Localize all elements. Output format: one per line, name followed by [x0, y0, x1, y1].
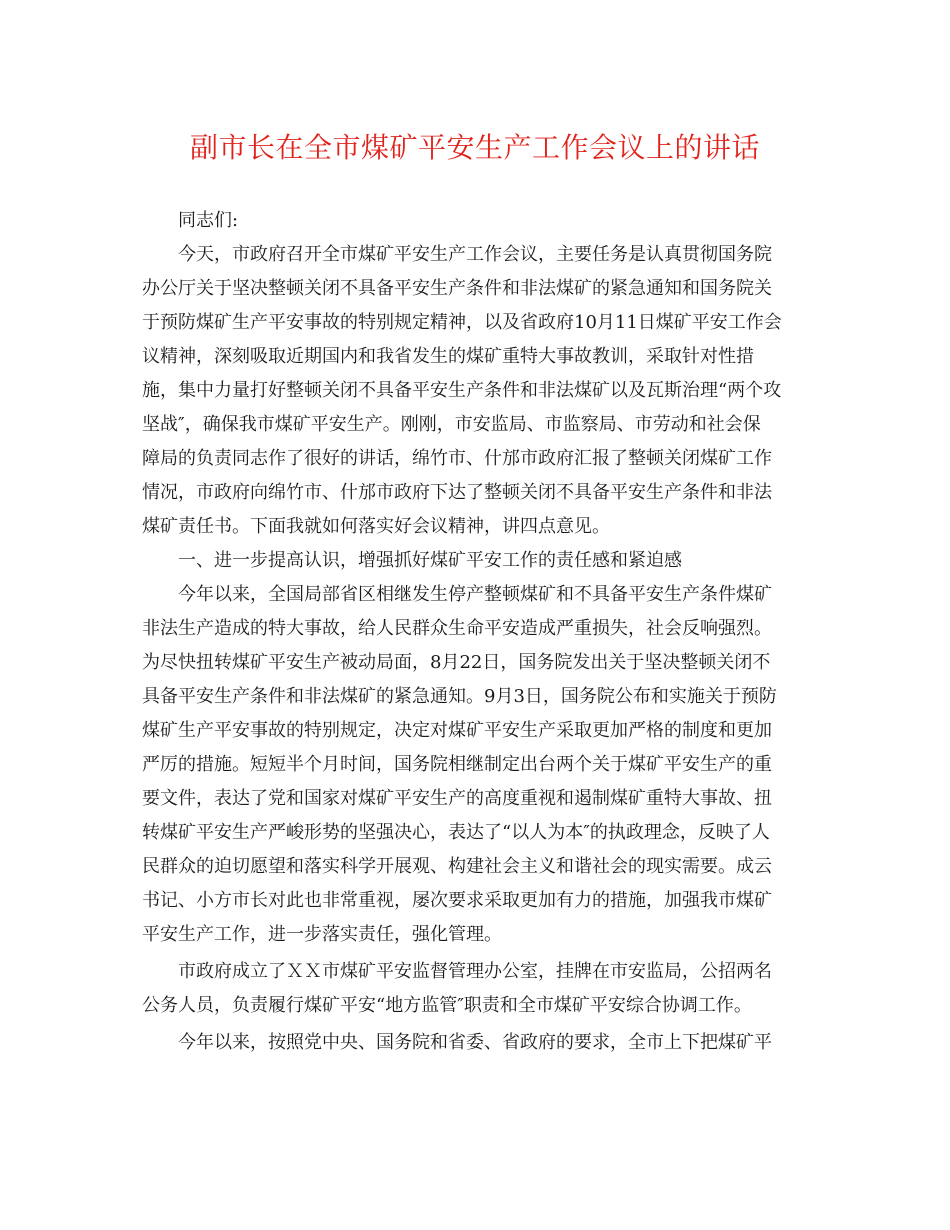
paragraph-line: 施，集中力量打好整顿关闭不具备平安生产条件和非法煤矿以及瓦斯治理“两个攻	[142, 380, 782, 401]
paragraph-line: 障局的负责同志作了很好的讲话，绵竹市、什邡市政府汇报了整顿关闭煤矿工作	[142, 448, 772, 469]
paragraph-line: 公务人员，负责履行煤矿平安“地方监管″职责和全市煤矿平安综合协调工作。	[142, 995, 752, 1016]
document-body	[142, 204, 812, 1060]
paragraph-line: 坚战″，确保我市煤矿平安生产。刚刚，市安监局、市监察局、市劳动和社会保	[142, 414, 761, 435]
paragraph-line: 要文件，表达了党和国家对煤矿平安生产的高度重视和遏制煤矿重特大事故、扭	[142, 788, 772, 809]
paragraph-line: 转煤矿平安生产严峻形势的坚强决心，表达了“以人为本″的执政理念，反映了人	[142, 822, 770, 843]
paragraph-line: 民群众的迫切愿望和落实科学开展观、构建社会主义和谐社会的现实需要。成云	[142, 856, 772, 877]
paragraph-line: 煤矿生产平安事故的特别规定，决定对煤矿平安生产采取更加严格的制度和更加	[142, 720, 772, 741]
paragraph-line: 市政府成立了ＸＸ市煤矿平安监督管理办公室，挂牌在市安监局，公招两名	[178, 961, 772, 982]
paragraph-line: 于预防煤矿生产平安事故的特别规定精神，以及省政府10月11日煤矿平安工作会	[142, 312, 782, 333]
paragraph-line: 情况，市政府向绵竹市、什邡市政府下达了整顿关闭不具备平安生产条件和非法	[142, 482, 772, 503]
paragraph-line: 今年以来，按照党中央、国务院和省委、省政府的要求，全市上下把煤矿平	[178, 1032, 772, 1053]
salutation: 同志们:	[178, 210, 239, 231]
paragraph-line: 严厉的措施。短短半个月时间，国务院相继制定出台两个关于煤矿平安生产的重	[142, 754, 772, 775]
paragraph-line: 议精神，深刻吸取近期国内和我省发生的煤矿重特大事故教训，采取针对性措	[142, 346, 754, 367]
paragraph-line: 书记、小方市长对此也非常重视，屡次要求采取更加有力的措施，加强我市煤矿	[142, 890, 772, 911]
paragraph-line: 今天，市政府召开全市煤矿平安生产工作会议，主要任务是认真贯彻国务院	[178, 244, 772, 265]
paragraph-line: 非法生产造成的特大事故，给人民群众生命平安造成严重损失，社会反响强烈。	[142, 618, 772, 639]
section-heading: 一、进一步提高认识，增强抓好煤矿平安工作的责任感和紧迫感	[178, 550, 682, 571]
paragraph-line: 今年以来，全国局部省区相继发生停产整顿煤矿和不具备平安生产条件煤矿	[178, 584, 772, 605]
paragraph-line: 具备平安生产条件和非法煤矿的紧急通知。9月3日，国务院公布和实施关于预防	[142, 686, 777, 707]
paragraph-line: 办公厅关于坚决整顿关闭不具备平安生产条件和非法煤矿的紧急通知和国务院关	[142, 278, 772, 299]
paragraph-line: 平安生产工作，进一步落实责任，强化管理。	[142, 924, 502, 945]
document-title: 副市长在全市煤矿平安生产工作会议上的讲话	[189, 131, 760, 164]
paragraph-line: 煤矿责任书。下面我就如何落实好会议精神，讲四点意见。	[142, 516, 610, 537]
paragraph-line: 为尽快扭转煤矿平安生产被动局面，8月22日，国务院发出关于坚决整顿关闭不	[142, 652, 771, 673]
